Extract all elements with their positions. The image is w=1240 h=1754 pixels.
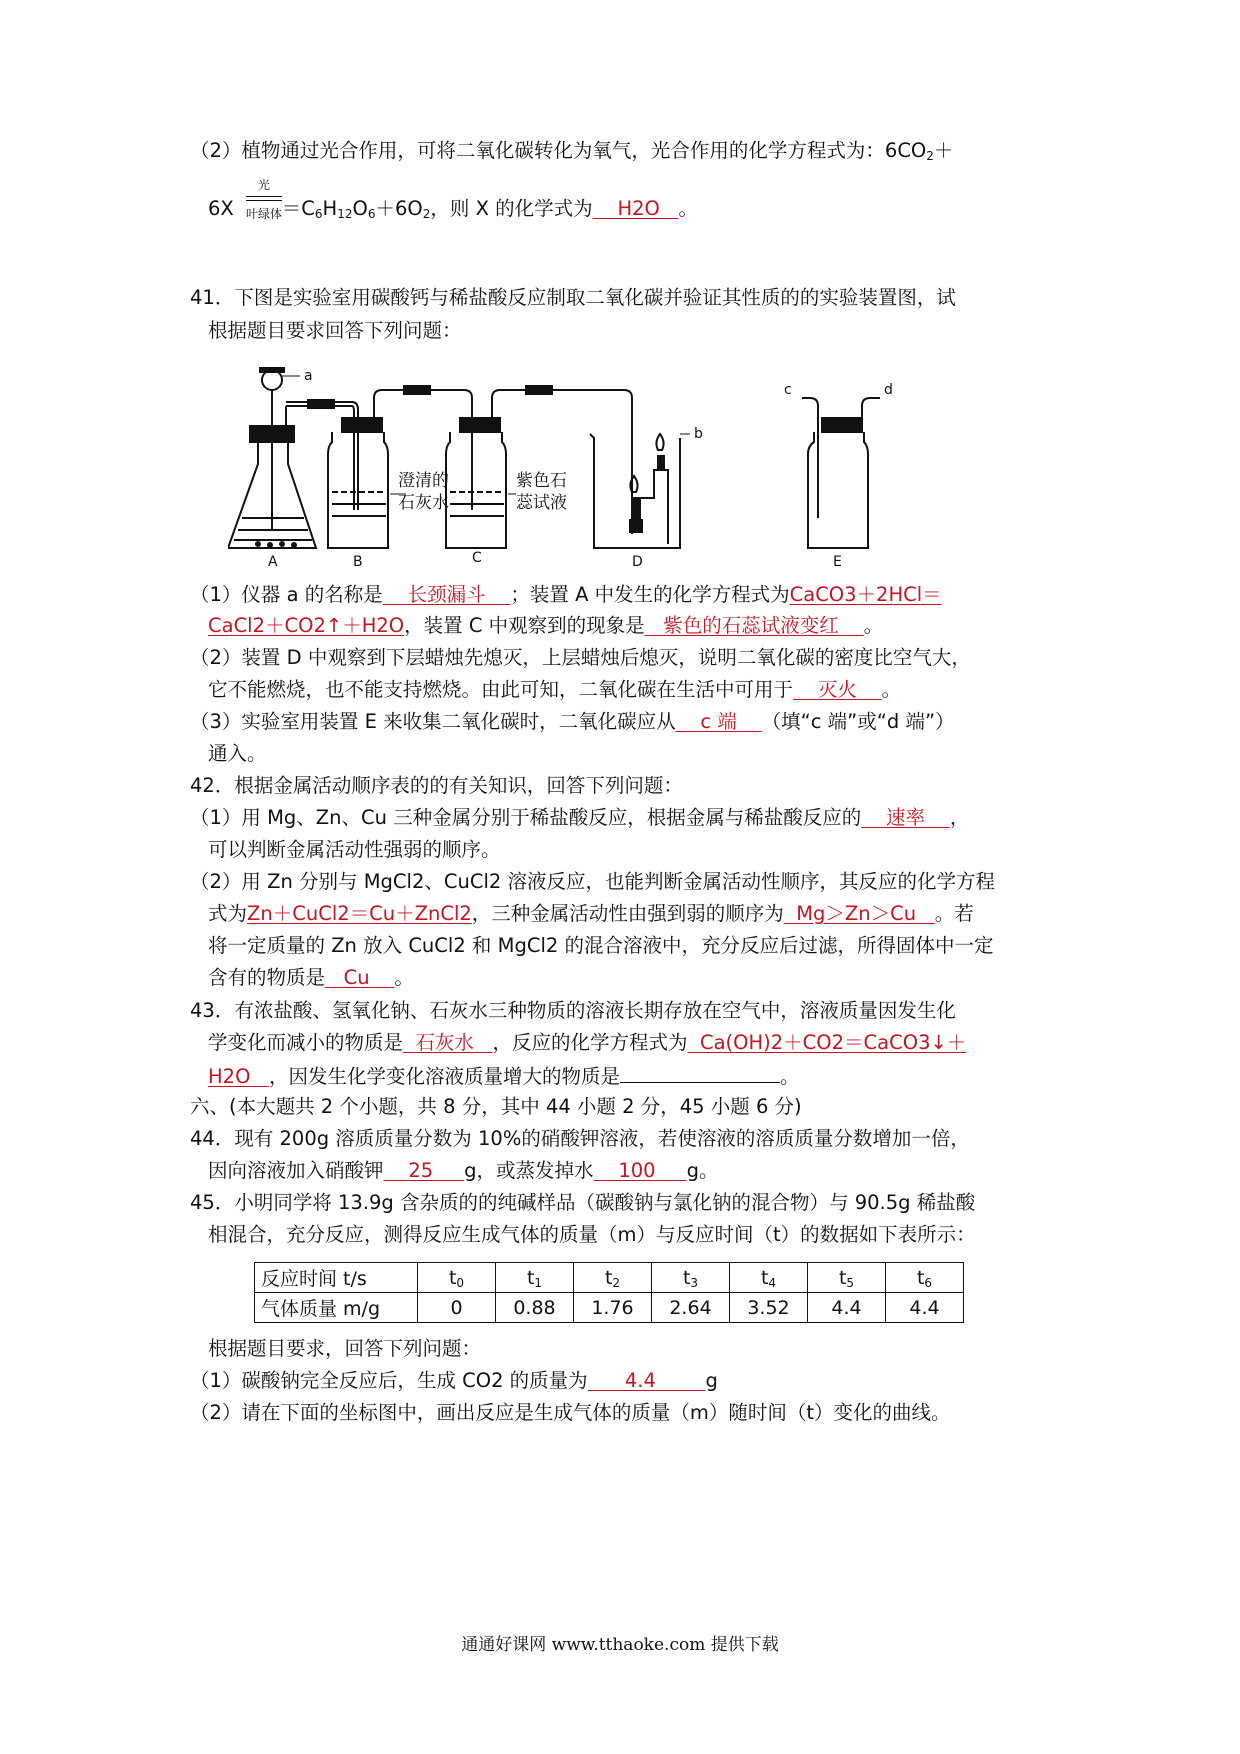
q45-line1: 45．小明同学将 13.9g 含杂质的的纯碱样品（碳酸钠与氯化钠的混合物）与 90.5g 稀盐酸 (190, 1191, 976, 1214)
table-cell: 3.52 (730, 1293, 808, 1323)
answer-decreasing-substance: 石灰水 (415, 1031, 474, 1054)
table-cell: $t_6$ (886, 1263, 964, 1293)
q41-intro-2: 根据题目要求回答下列问题： (208, 319, 462, 342)
label-a: a (304, 368, 313, 384)
q44-line2: 因向溶液加入硝酸钾 25 g，或蒸发掉水 100 g。 (208, 1159, 719, 1182)
answer-x-formula: H2O (617, 197, 660, 220)
label-b: b (694, 426, 703, 442)
table-cell: 2.64 (652, 1293, 730, 1323)
q41-p2-line1: （2）装置 D 中观察到下层蜡烛先熄灭，上层蜡烛后熄灭，说明二氧化碳的密度比空气大， (190, 646, 971, 669)
table-cell: 4.4 (808, 1293, 886, 1323)
q43-line3: H2O ，因发生化学变化溶液质量增大的物质是 。 (208, 1062, 800, 1090)
q42-p1-line2: 可以判断金属活动性强弱的顺序。 (208, 838, 501, 861)
apparatus-figure (228, 358, 1108, 568)
c-reagent-line2: 蕊试液 (516, 493, 567, 513)
letter-c: C (472, 550, 482, 566)
q43-line2: 学变化而减小的物质是 石灰水 ，反应的化学方程式为 Ca(OH)2＋CO2＝CaCO3↓＋ (208, 1031, 967, 1054)
q41-intro-1: 41．下图是实验室用碳酸钙与稀盐酸反应制取二氧化碳并验证其性质的的实验装置图，试 (190, 286, 956, 309)
apparatus-e (802, 398, 880, 548)
table-cell: $t_5$ (808, 1263, 886, 1293)
section-six-heading: 六、(本大题共 2 个小题，共 8 分，其中 44 小题 2 分，45 小题 6 分) (190, 1095, 802, 1118)
letter-e: E (833, 554, 842, 568)
answer-co2-mass: 4.4 (624, 1369, 656, 1392)
q42-p1-line1: （1）用 Mg、Zn、Cu 三种金属分别于稀盐酸反应，根据金属与稀盐酸反应的 速率 ， (190, 806, 970, 829)
q44-line1: 44．现有 200g 溶质质量分数为 10%的硝酸钾溶液，若使溶液的溶质质量分数增加一倍， (190, 1127, 970, 1150)
answer-limewater-equation-part2: H2O (208, 1065, 251, 1088)
reaction-data-table (254, 1262, 964, 1323)
answer-equation-a-part1: CaCO3＋2HCl＝ (789, 583, 942, 606)
letter-a: A (268, 554, 278, 568)
table-cell: 4.4 (886, 1293, 964, 1323)
q45-p1: （1）碳酸钠完全反应后，生成 CO2 的质量为 4.4 g (190, 1369, 718, 1392)
q42-p2-line4: 含有的物质是 Cu 。 (208, 966, 414, 989)
label-c: c (784, 382, 792, 398)
q45-p2: （2）请在下面的坐标图中，画出反应是生成气体的质量（m）随时间（t）变化的曲线。 (190, 1401, 951, 1424)
table-row (255, 1263, 964, 1293)
reaction-condition: 光 叶绿体 (245, 178, 282, 221)
b-reagent-line1: 澄清的 (398, 471, 449, 491)
q40-2-line1: （2）植物通过光合作用，可将二氧化碳转化为氧气，光合作用的化学方程式为：$6CO_2+$ (190, 139, 954, 163)
table-cell: 1.76 (574, 1293, 652, 1323)
q41-p2-line2: 它不能燃烧，也不能支持燃烧。由此可知，二氧化碳在生活中可用于 灭火 。 (208, 678, 902, 701)
answer-rate: 速率 (886, 806, 926, 829)
table-header-mass: 气体质量 m/g (255, 1293, 418, 1323)
table-cell: 0.88 (496, 1293, 574, 1323)
q41-p1-line1: （1）仪器 a 的名称是 长颈漏斗 ；装置 A 中发生的化学方程式为CaCO3＋2HCl＝ (190, 583, 942, 606)
q41-p3-line1: （3）实验室用装置 E 来收集二氧化碳时，二氧化碳应从 c 端 （填“c 端”或“d 端”） (190, 710, 955, 733)
b-reagent-line2: 石灰水 (398, 493, 449, 513)
answer-kno3-mass: 25 (408, 1159, 434, 1182)
apparatus-d (590, 390, 690, 548)
table-cell: $t_1$ (496, 1263, 574, 1293)
answer-phenomenon-c: 紫色的石蕊试液变红 (663, 614, 839, 637)
apparatus-c (446, 386, 624, 548)
table-cell: 0 (418, 1293, 496, 1323)
letter-d: D (632, 554, 643, 568)
q43-line1: 43．有浓盐酸、氢氧化钠、石灰水三种物质的溶液长期存放在空气中，溶液质量因发生化 (190, 999, 956, 1022)
q45-line3: 根据题目要求，回答下列问题： (208, 1337, 482, 1360)
q42-intro: 42．根据金属活动顺序表的的有关知识，回答下列问题： (190, 774, 683, 797)
answer-e-inlet: c 端 (700, 710, 737, 733)
apparatus-b (328, 386, 464, 548)
apparatus-a-solid (255, 541, 297, 548)
apparatus-a (228, 368, 352, 548)
answer-water-evaporated: 100 (618, 1159, 656, 1182)
q41-p1-line2: CaCl2＋CO2↑＋H2O，装置 C 中观察到的现象是 紫色的石蕊试液变红 。 (208, 614, 884, 637)
q41-p3-line2: 通入。 (208, 742, 267, 765)
c-reagent-line1: 紫色石 (516, 471, 567, 491)
page-footer: 通通好课网 www.tthaoke.com 提供下载 (461, 1635, 779, 1655)
q42-p2-line1: （2）用 Zn 分别与 MgCl2、CuCl2 溶液反应，也能判断金属活动性顺序，其反应的化学方程 (190, 870, 995, 893)
letter-b: B (353, 554, 363, 568)
answer-solid: Cu (343, 966, 370, 989)
table-header-time: 反应时间 t/s (255, 1263, 418, 1293)
table-cell: $t_0$ (418, 1263, 496, 1293)
answer-co2-use: 灭火 (817, 678, 857, 701)
q40-2-line2: $6X =C_6H_{12}O_6+6O_2$，则 X 的化学式为 H2O 。 (208, 197, 698, 221)
table-cell: $t_2$ (574, 1263, 652, 1293)
answer-limewater-equation-part1: Ca(OH)2＋CO2＝CaCO3↓＋ (699, 1031, 967, 1054)
answer-equation-a-part2: CaCl2＋CO2↑＋H2O (208, 614, 405, 637)
q42-p2-line3: 将一定质量的 Zn 放入 CuCl2 和 MgCl2 的混合溶液中，充分反应后过滤，所得固体中一定 (208, 934, 994, 957)
blank-increasing-substance[interactable] (620, 1062, 780, 1083)
table-cell: $t_4$ (730, 1263, 808, 1293)
q45-line2: 相混合，充分反应，测得反应生成气体的质量（m）与反应时间（t）的数据如下表所示： (208, 1223, 976, 1246)
answer-instrument-a: 长颈漏斗 (407, 583, 486, 606)
table-cell: $t_3$ (652, 1263, 730, 1293)
answer-zn-cucl2-equation: Zn＋CuCl2＝Cu＋ZnCl2 (247, 902, 472, 925)
answer-activity-order: Mg＞Zn＞Cu (796, 902, 917, 925)
q42-p2-line2: 式为Zn＋CuCl2＝Cu＋ZnCl2，三种金属活动性由强到弱的顺序为 Mg＞Zn＞Cu 。若 (208, 902, 974, 925)
table-row (255, 1293, 964, 1323)
label-d: d (884, 382, 893, 398)
